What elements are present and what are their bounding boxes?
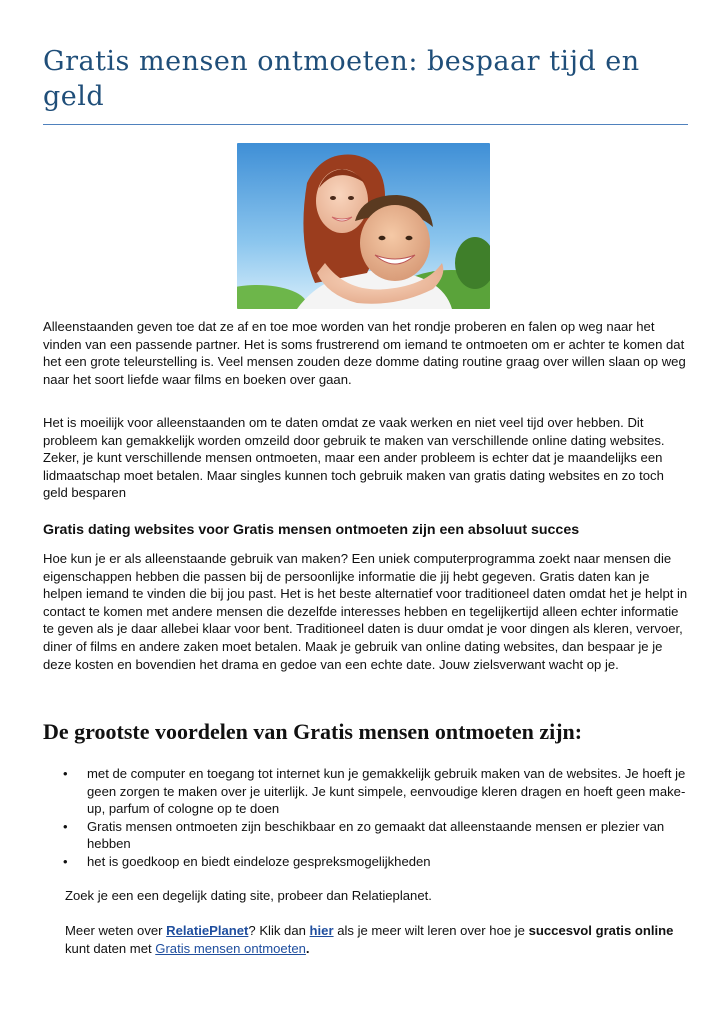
closing-paragraph (65, 922, 688, 957)
intro-paragraph: Alleenstaanden geven toe dat ze af en toe moe worden van het rondje proberen en falen op weg naar het vinden van een passende partner. Het is soms frustrerend om iemand te ontmoeten om er achter te komen dat het een grote teleurstelling is. Veel mensen zouden deze domme dating routine graag over willen slaan op weg naar het soort liefde waar films en boeken over gaan. (43, 319, 686, 387)
list-item (43, 765, 688, 818)
closing-text: als je meer wilt leren over hoe je (333, 923, 529, 938)
closing-text: kunt daten met (65, 940, 156, 956)
explanation-paragraph: Hoe kun je er als alleenstaande gebruik van maken? Een uniek computerprogramma zoekt naar mensen die eigenschappen hebben die passen bij de persoonlijke informatie die jij hebt gegeven. Gratis daten kan je helpen iemand te vinden die bij jou past. Het is het beste alternatief voor traditioneel daten omdat het je helpt in contact te komen met andere mensen die dezelfde interesses hebben en tegelijkertijd alleen echter informatie te geven als je daar allebei klaar voor bent. Traditioneel daten is duur omdat je voor dingen als kleren, vervoer, diner of films en andere zaken moet betalen. Maak je gebruik van online dating websites, dan bespaar je je deze kosten en bovendien het drama en gedoe van een echte date. Jouw zielsverwant wacht op je. (43, 551, 688, 672)
section-subheading: Gratis dating websites voor Gratis mensen ontmoeten zijn een absoluut succes (43, 522, 580, 538)
gratis-mensen-ontmoeten-link[interactable]: Gratis mensen ontmoeten (155, 940, 306, 956)
bullet-icon: • (63, 853, 68, 869)
bullet-icon: • (63, 766, 68, 781)
list-item-text: Gratis mensen ontmoeten zijn beschikbaar en zo gemaakt dat alleenstaande mensen er plezier van hebben (87, 818, 665, 852)
couple-illustration (237, 143, 490, 309)
list-item-text: met de computer en toegang tot internet kun je gemakkelijk gebruik maken van de websites. Je hoeft je geen zorgen te maken over je uiterlijk. Je kunt simpele, eenvoudige kleren dragen en hoeft geen make-up, parfum of cologne op te doen (87, 766, 686, 817)
list-item (43, 853, 688, 871)
list-item (43, 818, 688, 853)
hier-link[interactable]: hier (309, 923, 334, 938)
recommendation-paragraph: Zoek je een een degelijk dating site, probeer dan Relatieplanet. (65, 888, 432, 903)
bullet-icon: • (63, 818, 68, 834)
benefits-list (43, 765, 688, 871)
relatieplanet-link[interactable]: RelatiePlanet (166, 923, 249, 938)
list-item-text: het is goedkoop en biedt eindeloze gespreksmogelijkheden (87, 853, 431, 869)
closing-period: . (305, 940, 310, 956)
page-title: Gratis mensen ontmoeten: bespaar tijd en geld (43, 46, 640, 112)
closing-bold-text: succesvol gratis online (528, 923, 674, 938)
closing-text: ? Klik dan (248, 923, 310, 938)
closing-text: Meer weten over (65, 923, 167, 938)
title-underline (43, 124, 688, 125)
problem-paragraph: Het is moeilijk voor alleenstaanden om te daten omdat ze vaak werken en niet veel tijd over hebben. Dit probleem kan gemakkelijk worden omzeild door gebruik te maken van verschillende online dating websites. Zeker, je kunt verschillende mensen ontmoeten, maar een ander probleem is echter dat je maandelijks een lidmaatschap moet betalen. Maar singles kunnen toch gebruik maken van gratis dating websites en zo toch geld besparen (43, 415, 665, 501)
couple-photo (237, 143, 490, 309)
benefits-heading: De grootste voordelen van Gratis mensen ontmoeten zijn: (43, 719, 583, 744)
